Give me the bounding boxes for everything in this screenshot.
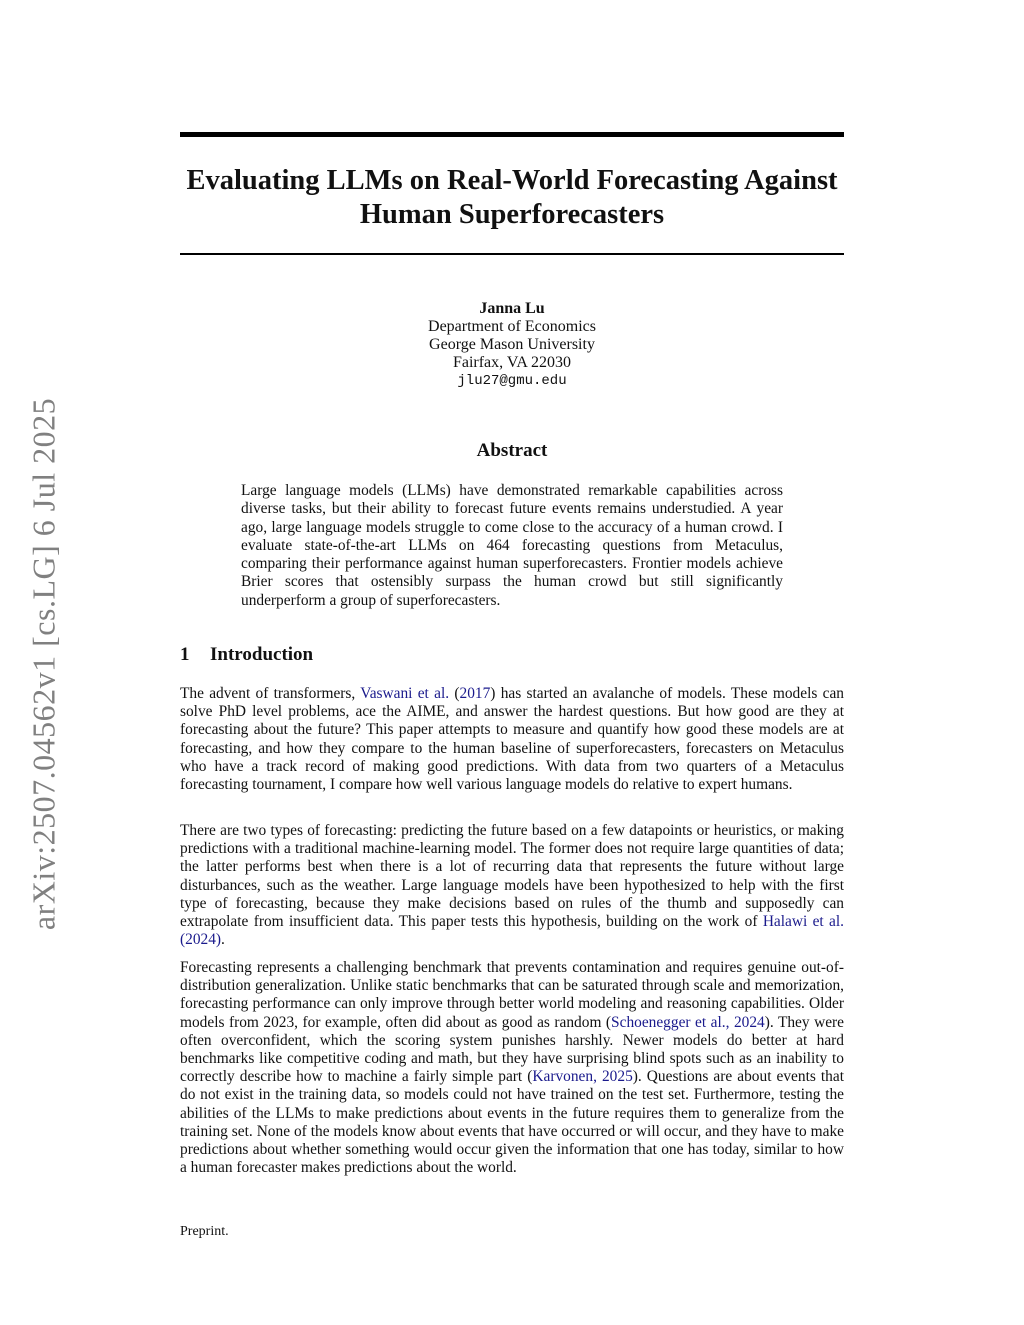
author-location: Fairfax, VA 22030 bbox=[452, 354, 572, 371]
paper-title bbox=[180, 164, 844, 232]
text-run: ) has started an avalanche of models. These models can solve PhD level problems, ace the AIME, and answer the hardest questions. But how good are they at forecasting about the future? This paper attempts to measure and quantify how good these models are at forecasting, and how they compare to the human baseline of superforecasters, forecasters on Metaculus who have a track record of making good predictions. With data from two quarters of a Metaculus forecasting tournament, I compare how well various language models do relative to expert humans. bbox=[180, 685, 844, 794]
text-run: . bbox=[221, 931, 225, 949]
intro-paragraph-1 bbox=[180, 685, 844, 794]
intro-paragraph-2 bbox=[180, 822, 844, 949]
title-top-rule bbox=[180, 132, 844, 137]
author-name: Janna Lu bbox=[479, 300, 545, 317]
text-run: Forecasting represents a challenging benchmark that prevents contamination and requires genuine out-of-distribution generalization. Unlike static benchmarks that can be saturated through scale and memorization, forecasting performance can only improve through better world modeling and reasoning capabilities. Older models from 2023, for example, often did about as good as random ( bbox=[180, 959, 844, 1031]
paper-title-line-1: Evaluating LLMs on Real-World Forecasting Against bbox=[186, 165, 838, 196]
arxiv-identifier-stamp: arXiv:2507.04562v1 [cs.LG] 6 Jul 2025 bbox=[25, 397, 62, 931]
author-email[interactable]: jlu27@gmu.edu bbox=[457, 373, 567, 389]
abstract-heading: Abstract bbox=[476, 440, 548, 461]
citation-link-halawi[interactable]: Halawi et al. (2024) bbox=[180, 913, 844, 949]
citation-link-vaswani-year[interactable]: 2017 bbox=[459, 685, 491, 702]
intro-paragraph-3 bbox=[180, 959, 844, 1177]
citation-link-schoenegger[interactable]: Schoenegger et al., 2024 bbox=[611, 1013, 765, 1031]
paper-title-line-2: Human Superforecasters bbox=[359, 199, 665, 230]
section-heading-introduction bbox=[180, 644, 313, 666]
section-number: 1 bbox=[180, 644, 190, 665]
abstract-text: Large language models (LLMs) have demonstrated remarkable capabilities across diverse tasks, but their ability to forecast future events remains understudied. A year ago, large language models struggle to come close to the accuracy of a human crowd. I evaluate state-of-the-art LLMs on 464 forecasting questions from Metaculus, comparing their performance against human superforecasters. Frontier models achieve Brier scores that ostensibly surpass the human crowd but still significantly underperform a group of superforecasters. bbox=[241, 482, 783, 609]
title-bottom-rule bbox=[180, 253, 844, 255]
citation-link-vaswani[interactable]: Vaswani et al. bbox=[360, 685, 450, 702]
text-run: ( bbox=[449, 685, 460, 702]
text-run: ). They were often overconfident, which the scoring system punishes harshly. Newer models do better at hard benchmarks like competitive coding and math, but they have surprising blind spots such as an inability to correctly describe how to machine a fairly simple part ( bbox=[180, 1013, 844, 1086]
section-title: Introduction bbox=[210, 644, 314, 665]
text-run: The advent of transformers, bbox=[180, 685, 361, 702]
author-university: George Mason University bbox=[429, 336, 595, 353]
citation-link-karvonen[interactable]: Karvonen, 2025 bbox=[532, 1068, 633, 1086]
footer-note: Preprint. bbox=[180, 1224, 229, 1239]
author-department: Department of Economics bbox=[428, 318, 596, 335]
author-block bbox=[180, 300, 844, 390]
text-run: There are two types of forecasting: predicting the future based on a few datapoints or heuristics, or making predictions with a traditional machine-learning model. The former does not require large quantities of data; the latter performs best when there is a lot of recurring data that represents the future without large disturbances, such as the weather. Large language models have been hypothesized to help with the first type of forecasting, because they make decisions based on rules of the thumb and supposedly can extrapolate from insufficient data. This paper tests this hypothesis, building on the work of bbox=[180, 822, 844, 931]
text-run: ). Questions are about events that do not exist in the training data, so models could not have trained on the test set. Furthermore, testing the abilities of the LLMs to make predictions about events in the future requires them to generalize from the training set. None of the models know about events that have occurred or will occur, and they have to make predictions about whether something would occur given the information that one has today, similar to how a human forecaster makes predictions about the world. bbox=[180, 1068, 844, 1177]
